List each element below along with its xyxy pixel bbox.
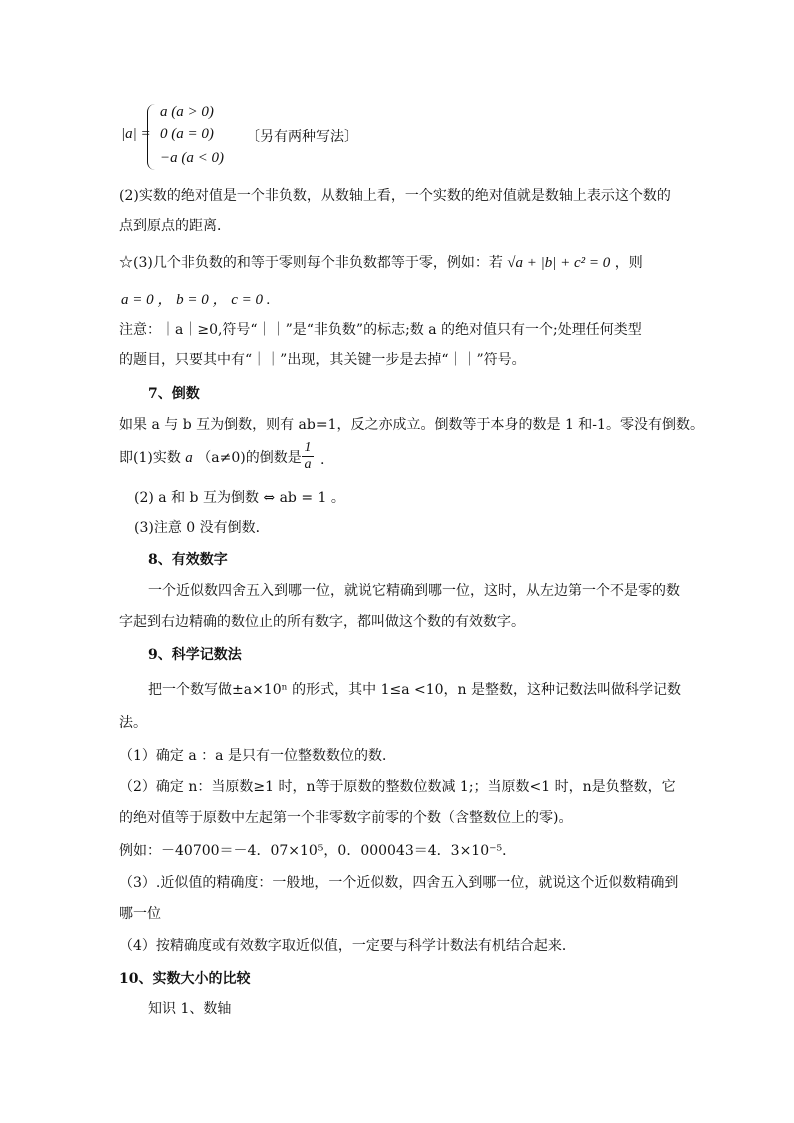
section-8-line-2: 字起到右边精确的数位止的所有数字，都叫做这个数的有效数字。 (119, 614, 525, 630)
section-7-line-2 (119, 448, 302, 468)
paragraph-2-line-1: (2)实数的绝对值是一个非负数，从数轴上看，一个实数的绝对值就是数轴上表示这个数的 (119, 188, 671, 204)
paragraph-2-line-2: 点到原点的距离． (119, 218, 231, 234)
formula-case-1: a (a > 0) (160, 104, 214, 120)
fraction-numerator: 1 (304, 440, 312, 455)
reciprocal-fraction (302, 440, 314, 473)
section-7-line-3: (2) a 和 b 互为倒数 ⇔ ab = 1 。 (134, 490, 345, 506)
fraction-denominator: a (304, 457, 312, 472)
heading-10: 10、实数大小的比较 (119, 971, 251, 987)
formula-lhs: |a| = (121, 126, 151, 142)
section-7-middle: （a≠0)的倒数是 (197, 450, 302, 466)
section-9-item-2-line-2: 的绝对值等于原数中左起第一个非零数字前零的个数（含整数位上的零)。 (119, 810, 573, 826)
knowledge-1-heading: 知识 1、数轴 (148, 1001, 232, 1017)
paragraph-3-text: ☆(3)几个非负数的和等于零则每个非负数都等于零，例如：若 (119, 255, 503, 271)
heading-9: 9、科学记数法 (148, 647, 242, 663)
paragraph-3-line-1 (119, 253, 643, 273)
formula-case-3: −a (a < 0) (160, 150, 224, 166)
section-7-variable: a (185, 450, 193, 466)
heading-8: 8、有效数字 (148, 552, 228, 568)
formula-brace (147, 104, 158, 170)
section-7-line-1: 如果 a 与 b 互为倒数，则有 ab=1，反之亦成立。倒数等于本身的数是 1 和-1。零没有倒数。 (119, 417, 704, 433)
paragraph-3-end: ，则 (614, 255, 643, 271)
section-9-item-4: （4）按精确度或有效数字取近似值，一定要与科学计数法有机结合起来． (119, 938, 576, 954)
section-7-line-4: (3)注意 0 没有倒数． (134, 520, 270, 536)
section-8-line-1: 一个近似数四舍五入到哪一位，就说它精确到哪一位，这时，从左边第一个不是零的数 (148, 583, 680, 599)
section-9-item-1: （1）确定 a ：a 是只有一位整数数位的数． (119, 748, 396, 764)
section-7-prefix: 即(1)实数 (119, 450, 181, 466)
section-7-end: . (320, 452, 325, 468)
formula-note: 〔另有两种写法〕 (246, 129, 358, 145)
section-9-example: 例如：－40700＝－4．07×10⁵，0．000043＝4．3×10⁻⁵． (119, 843, 517, 859)
paragraph-3-equation: √a + |b| + c² = 0 (507, 255, 611, 271)
section-9-line-2: 法。 (119, 715, 147, 731)
section-9-item-2-line-1: （2）确定 n：当原数≥1 时，n等于原数的整数位数减 1;；当原数<1 时，n是负整数，它 (119, 779, 676, 795)
section-9-item-3-line-1: （3）.近似值的精确度：一般地，一个近似数，四舍五入到哪一位，就说这个近似数精确到 (119, 875, 679, 891)
section-9-line-1: 把一个数写做±a×10ⁿ 的形式，其中 1≤a <10，n 是整数，这种记数法叫做科学记数 (148, 682, 682, 698)
heading-7: 7、倒数 (148, 386, 200, 402)
note-line-1: 注意：｜a｜≥0,符号“｜｜”是“非负数”的标志;数 a 的绝对值只有一个;处理任何类型 (119, 322, 642, 338)
paragraph-3-line-2: a = 0 ， b = 0 ， c = 0 . (121, 292, 271, 308)
note-line-2: 的题目，只要其中有“｜｜”出现，其关键一步是去掉“｜｜”符号。 (119, 352, 526, 368)
section-9-item-3-line-2: 哪一位 (119, 906, 161, 922)
formula-case-2: 0 (a = 0) (160, 126, 214, 142)
